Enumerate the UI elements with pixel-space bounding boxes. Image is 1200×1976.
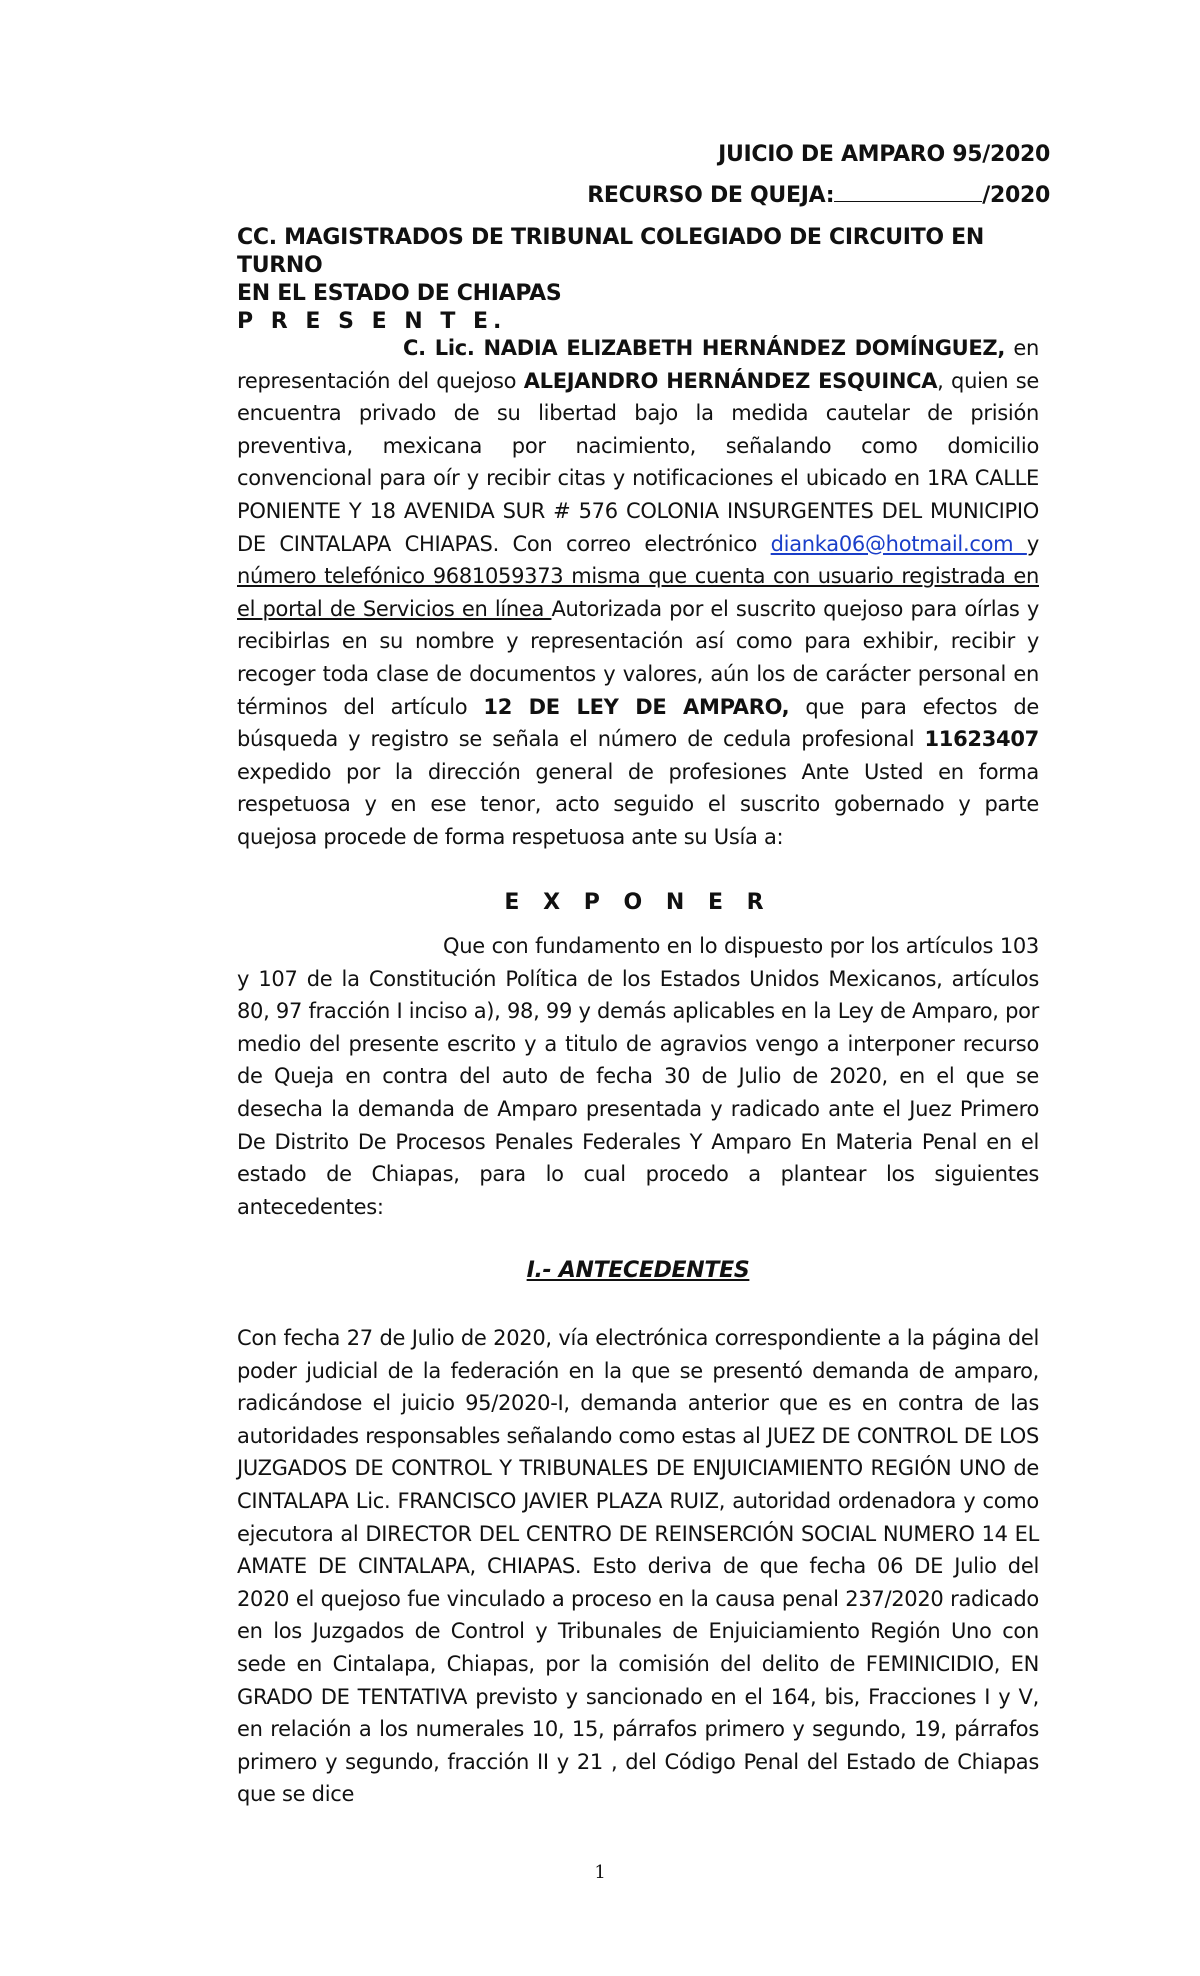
phone-underlined: número telefónico 9681059373 misma que cuenta con usuario registrada en el portal de Servicios en línea (237, 564, 1039, 621)
intro-text: en representación del quejoso (237, 336, 1039, 393)
cedula-number: 11623407 (924, 727, 1039, 752)
blank-line (834, 181, 982, 202)
exponer-text: Que con fundamento en lo dispuesto por los artículos 103 y 107 de la Constitución Política de los Estados Unidos Mexicanos, artículos 80, 97 fracción I inciso a), 98, 99 y demás aplicables en la Ley de Amparo, por medio del presente escrito y a titulo de agravios vengo a interponer recurso de Queja en contra del auto de fecha 30 de Julio de 2020, en el que se desecha la demanda de Amparo presentada y radicado ante el Juez Primero De Distrito De Procesos Penales Federales Y Amparo En Materia Penal en el estado de Chiapas, para lo cual procedo a plantear los siguientes antecedentes: (237, 934, 1039, 1219)
antecedentes-title: I.- ANTECEDENTES (526, 1258, 750, 1283)
email-link[interactable]: dianka06@hotmail.com (770, 531, 1027, 556)
recurso-suffix: /2020 (982, 183, 1050, 208)
exponer-paragraph (237, 930, 1039, 1223)
addressee-line: EN EL ESTADO DE CHIAPAS (237, 281, 562, 306)
addressee-line: CC. MAGISTRADOS DE TRIBUNAL COLEGIADO DE CIRCUITO EN TURNO (237, 225, 984, 278)
attorney-name: NADIA ELIZABETH HERNÁNDEZ DOMÍNGUEZ, (483, 336, 1006, 360)
addressee-block (237, 224, 1057, 336)
article-reference: 12 DE LEY DE AMPARO, (483, 694, 790, 719)
recurso-queja-header (587, 181, 1050, 211)
exponer-heading: E X P O N E R (504, 890, 772, 915)
intro-text: que para efectos de búsqueda y registro se señala el número de cedula profesional (237, 694, 1040, 752)
antecedentes-paragraph: Con fecha 27 de Julio de 2020, vía electrónica correspondiente a la página del poder judicial de la federación en la que se presentó demanda de amparo, radicándose el juicio 95/2020-I, demanda anterior que es en contra de las autoridades responsables señalando como estas al JUEZ DE CONTROL DE LOS JUZGADOS DE CONTROL Y TRIBUNALES DE ENJUICIAMIENTO REGIÓN UNO de CINTALAPA Lic. FRANCISCO JAVIER PLAZA RUIZ, autoridad ordenadora y como ejecutora al DIRECTOR DEL CENTRO DE REINSERCIÓN SOCIAL NUMERO 14 EL AMATE DE CINTALAPA, CHIAPAS. Esto deriva de que fecha 06 DE Julio del 2020 el quejoso fue vinculado a proceso en la causa penal 237/2020 radicado en los Juzgados de Control y Tribunales de Enjuiciamiento Región Uno con sede en Cintalapa, Chiapas, por la comisión del delito de FEMINICIDIO, EN GRADO DE TENTATIVA previsto y sancionado en el 164, bis, Fracciones I y V, en relación a los numerales 10, 15, párrafos primero y segundo, 19, párrafos primero y segundo, fracción II y 21 , del Código Penal del Estado de Chiapas que se dice (237, 1326, 1039, 1807)
antecedentes-heading (237, 1258, 1039, 1283)
quejoso-name: ALEJANDRO HERNÁNDEZ ESQUINCA (523, 368, 938, 393)
intro-text: expedido por la dirección general de profesiones Ante Usted en forma respetuosa y en ese tenor, acto seguido el suscrito gobernado y parte quejosa procede de forma respetuosa ante su Usía a: (237, 759, 1039, 849)
page-number: 1 (594, 1862, 606, 1883)
intro-text: y (1026, 531, 1040, 556)
presente-line: P R E S E N T E. (237, 309, 507, 334)
case-number-header: JUICIO DE AMPARO 95/2020 (718, 142, 1050, 167)
intro-paragraph (237, 332, 1039, 854)
recurso-label: RECURSO DE QUEJA: (587, 183, 835, 208)
intro-text: , quien se encuentra privado de su libertad bajo la medida cautelar de prisión preventiva, mexicana por nacimiento, señalando como domicilio convencional para oír y recibir citas y notificaciones el ubicado en 1RA CALLE PONIENTE Y 18 AVENIDA SUR # 576 COLONIA INSURGENTES DEL MUNICIPIO DE CINTALAPA CHIAPAS. Con correo electrónico (237, 368, 1039, 556)
intro-text: Autorizada por el suscrito quejoso para oírlas y recibirlas en su nombre y representación así como para exhibir, recibir y recoger toda clase de documentos y valores, aún los de carácter personal en términos del artículo (237, 596, 1039, 719)
lic-prefix: C. Lic. (403, 336, 484, 360)
